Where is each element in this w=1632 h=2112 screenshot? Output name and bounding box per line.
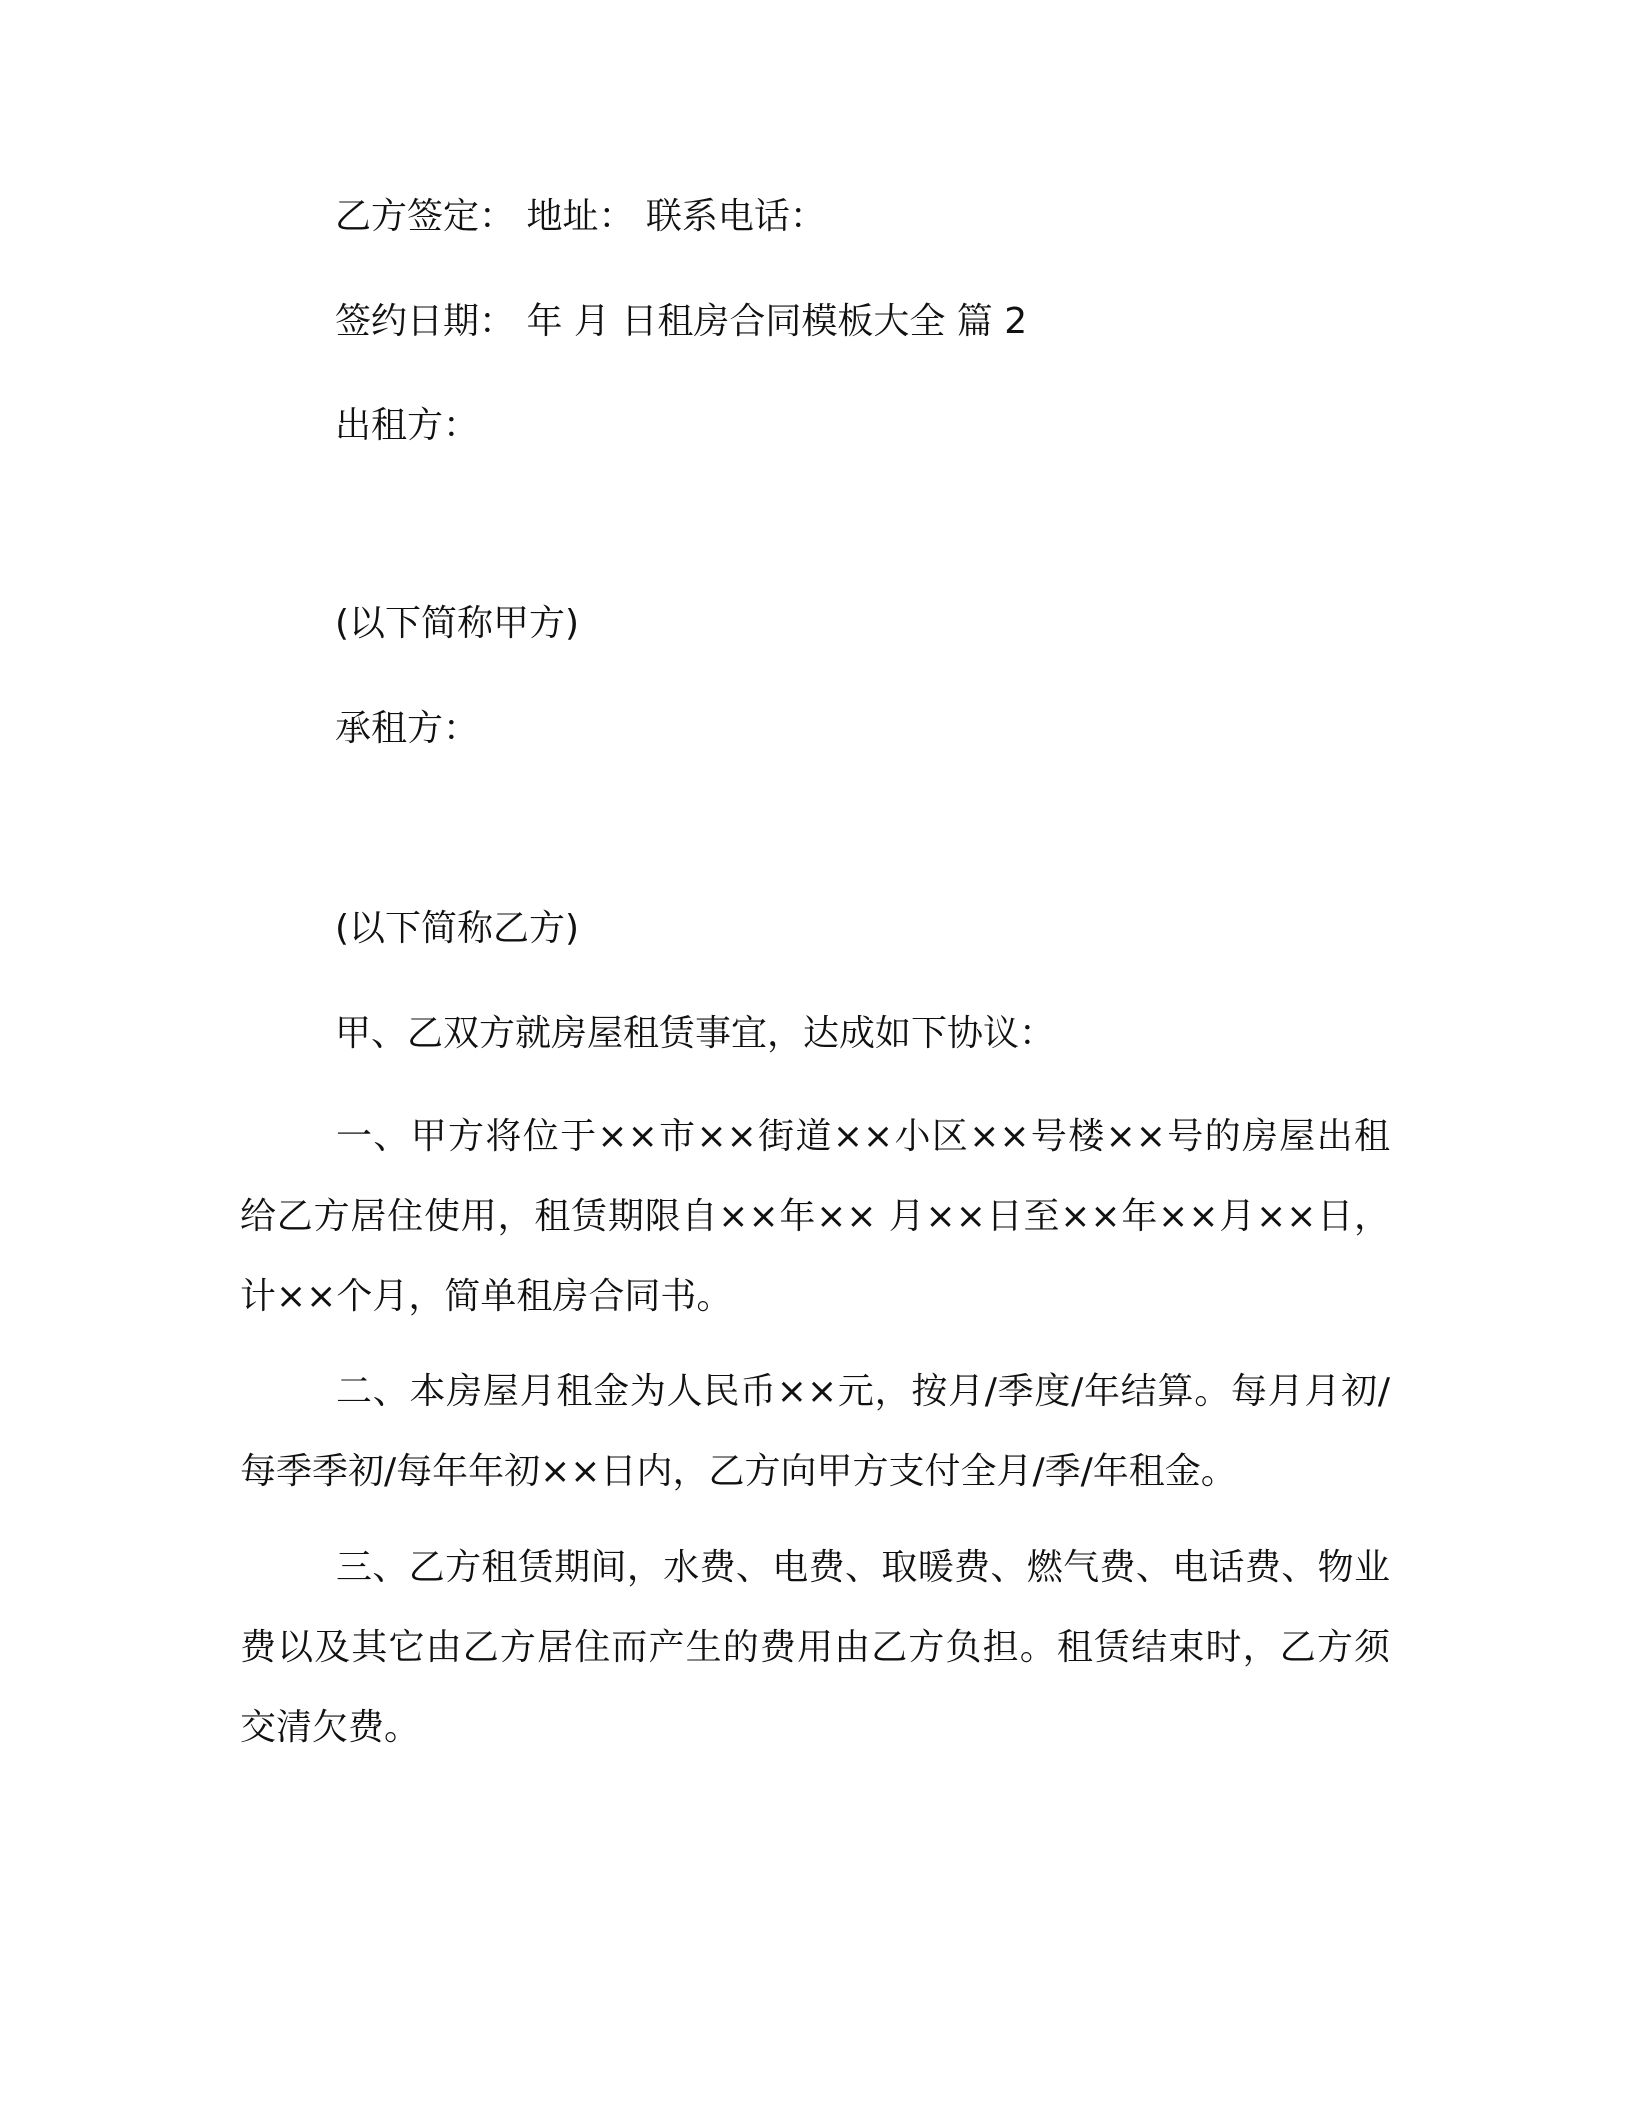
lessee-label: 承租方： — [335, 708, 480, 749]
signing-date-line: 签约日期： 年 月 日租房合同模板大全 篇 2 — [335, 301, 1028, 342]
party-b-signature-line: 乙方签定： 地址： 联系电话： — [335, 196, 826, 237]
lessor-label: 出租方： — [335, 405, 480, 446]
clause-3-paragraph: 三、乙方租赁期间，水费、电费、取暖费、燃气费、电话费、物业费以及其它由乙方居住而产生的费用由乙方负担。租赁结束时，乙方须交清欠费。 — [240, 1547, 1390, 1748]
lessee-abbreviation: (以下简称乙方) — [335, 908, 580, 949]
clause-1-paragraph: 一、甲方将位于××市××街道××小区××号楼××号的房屋出租给乙方居住使用，租赁期限自××年×× 月××日至××年××月××日，计××个月，简单租房合同书。 — [240, 1116, 1390, 1317]
lessor-abbreviation: (以下简称甲方) — [335, 603, 580, 644]
clause-2-paragraph: 二、本房屋月租金为人民币××元，按月/季度/年结算。每月月初/每季季初/每年年初××日内，乙方向甲方支付全月/季/年租金。 — [240, 1371, 1390, 1492]
agreement-intro: 甲、乙双方就房屋租赁事宜，达成如下协议： — [335, 1013, 1056, 1054]
